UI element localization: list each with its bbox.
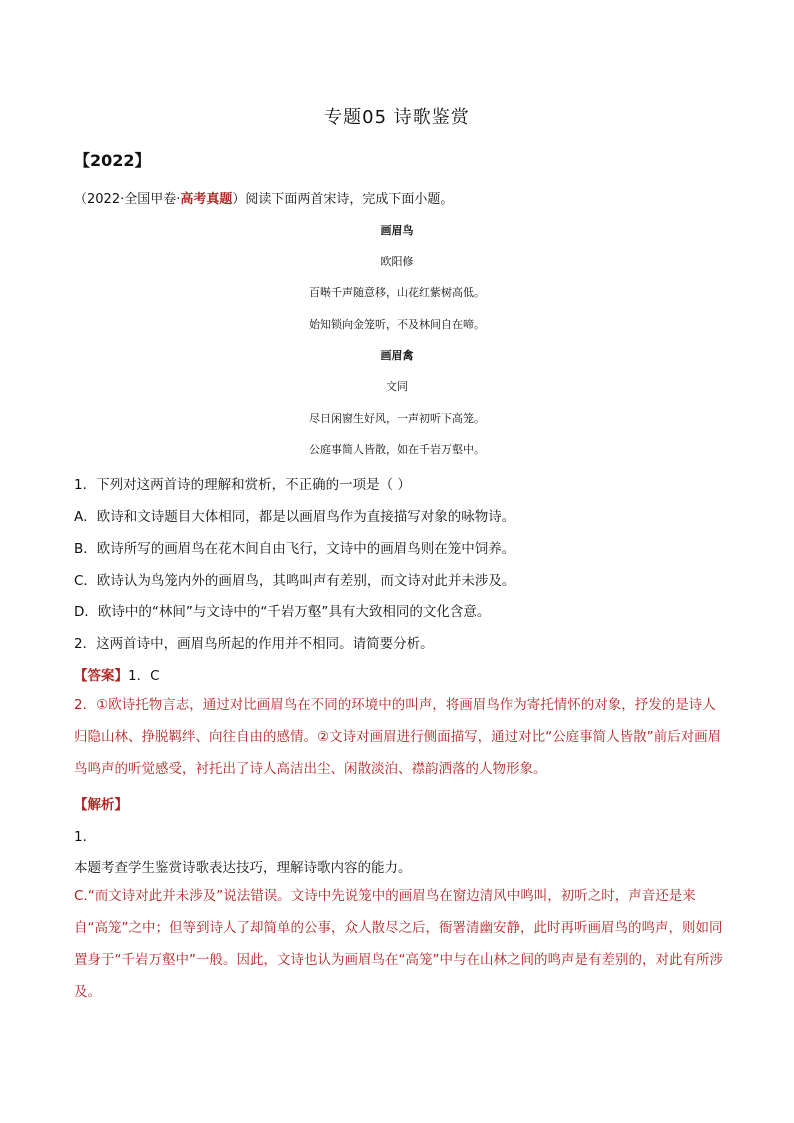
question-2: 2．这两首诗中，画眉鸟所起的作用并不相同。请简要分析。 [74, 636, 434, 652]
poem-2-line-2: 公庭事简人皆散，如在千岩万壑中。 [309, 443, 485, 456]
option-b: B．欧诗所写的画眉鸟在花木间自由飞行，文诗中的画眉鸟则在笼中饲养。 [74, 541, 516, 557]
answer-label: 【答案】 [74, 668, 128, 684]
poem-2-title: 画眉禽 [380, 349, 414, 362]
analysis-number: 1． [74, 829, 97, 845]
source-prefix: （2022·全国甲卷· [74, 192, 181, 207]
analysis-header [74, 793, 720, 813]
question-source [74, 188, 453, 207]
poem-1-title: 画眉鸟 [380, 224, 414, 237]
question-1: 1．下列对这两首诗的理解和赏析，不正确的一项是（ ） [74, 477, 411, 493]
answer-q1: 1．C [128, 668, 160, 684]
answer-q2: 2．①欧诗托物言志，通过对比画眉鸟在不同的环境中的叫声，将画眉鸟作为寄托情怀的对象，抒发的是诗人归隐山林、挣脱羁绊、向往自由的感情。②文诗对画眉进行侧面描写，通过对比“公庭事简人皆散”前后对画眉鸟鸣声的听觉感受，衬托出了诗人高洁出尘、闲散淡泊、襟韵洒落的人物形象。 [74, 697, 722, 777]
poem-1-author: 欧阳修 [380, 255, 414, 268]
poem-2-author: 文同 [386, 380, 408, 393]
option-d: D．欧诗中的“林间”与文诗中的“千岩万壑”具有大致相同的文化含意。 [74, 604, 491, 620]
poem-1-line-1: 百啭千声随意移，山花红紫树高低。 [309, 286, 485, 299]
analysis-label: 【解析】 [74, 797, 128, 813]
option-a: A．欧诗和文诗题目大体相同，都是以画眉鸟作为直接描写对象的咏物诗。 [74, 509, 516, 525]
poem-1-line-2: 始知锁向金笼听，不及林间自在啼。 [309, 318, 485, 331]
source-highlight: 高考真题 [180, 192, 233, 207]
analysis-intro: 本题考查学生鉴赏诗歌表达技巧，理解诗歌内容的能力。 [74, 860, 412, 876]
analysis-option-c: C.“而文诗对此并未涉及”说法错误。文诗中先说笼中的画眉鸟在窗边清风中鸣叫，初听之时，声音还是来自“高笼”之中；但等到诗人了却简单的公事，众人散尽之后，衙署清幽安静，此时再听画眉鸟的鸣声，则如同置身于“千岩万壑中”一般。因此，文诗也认为画眉鸟在“高笼”中与在山林之间的鸣声是有差别的，对此有所涉及。 [74, 888, 723, 1000]
option-c: C．欧诗认为鸟笼内外的画眉鸟，其鸣叫声有差别，而文诗对此并未涉及。 [74, 573, 516, 589]
page-title: 专题05 诗歌鉴赏 [324, 107, 470, 128]
answer-header [74, 664, 720, 684]
year-tag: 【2022】 [74, 151, 151, 170]
poem-2-line-1: 尽日闲窗生好风，一声初听下高笼。 [309, 412, 485, 425]
source-suffix: ）阅读下面两首宋诗，完成下面小题。 [232, 192, 454, 207]
